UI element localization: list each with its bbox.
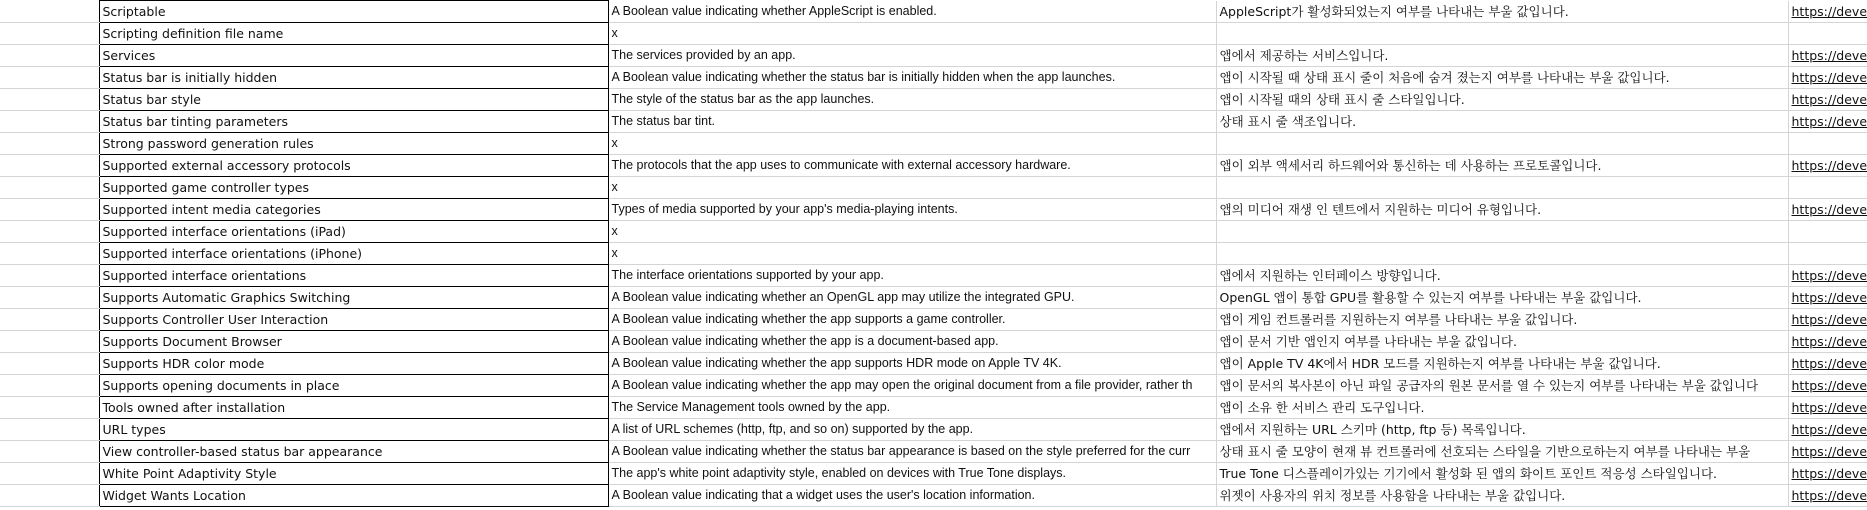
- description-cell[interactable]: The protocols that the app uses to communicate with external accessory hardware.: [608, 155, 1216, 177]
- korean-translation-cell[interactable]: 앱에서 지원하는 URL 스키마 (http, ftp 등) 목록입니다.: [1216, 419, 1788, 441]
- korean-translation-cell[interactable]: [1216, 243, 1788, 265]
- table-row: [0, 397, 1867, 419]
- table-row: [0, 133, 1867, 155]
- empty-cell[interactable]: [0, 353, 99, 375]
- setting-name-cell[interactable]: Supported interface orientations: [99, 265, 608, 287]
- empty-cell[interactable]: [0, 243, 99, 265]
- description-cell[interactable]: A Boolean value indicating that a widget uses the user's location information.: [608, 485, 1216, 507]
- description-cell[interactable]: A Boolean value indicating whether the app supports HDR mode on Apple TV 4K.: [608, 353, 1216, 375]
- documentation-link[interactable]: https://deve: [1788, 419, 1867, 441]
- documentation-link[interactable]: [1788, 133, 1867, 155]
- korean-translation-cell[interactable]: [1216, 133, 1788, 155]
- documentation-link[interactable]: https://deve: [1788, 45, 1867, 67]
- setting-name-cell[interactable]: Supports HDR color mode: [99, 353, 608, 375]
- table-row: [0, 1, 1867, 23]
- setting-name-cell[interactable]: Services: [99, 45, 608, 67]
- table-row: [0, 353, 1867, 375]
- table-row: [0, 375, 1867, 397]
- description-cell[interactable]: Types of media supported by your app's media-playing intents.: [608, 199, 1216, 221]
- setting-name-cell[interactable]: Supports Document Browser: [99, 331, 608, 353]
- documentation-link[interactable]: [1788, 23, 1867, 45]
- documentation-link[interactable]: [1788, 177, 1867, 199]
- documentation-link[interactable]: https://deve: [1788, 375, 1867, 397]
- korean-translation-cell[interactable]: 상태 표시 줄 색조입니다.: [1216, 111, 1788, 133]
- description-cell[interactable]: x: [608, 243, 1216, 265]
- table-row: [0, 309, 1867, 331]
- documentation-link[interactable]: https://deve: [1788, 397, 1867, 419]
- setting-name-cell[interactable]: Status bar is initially hidden: [99, 67, 608, 89]
- setting-name-cell[interactable]: Supported interface orientations (iPhone): [99, 243, 608, 265]
- documentation-link[interactable]: https://deve: [1788, 287, 1867, 309]
- documentation-link[interactable]: https://deve: [1788, 485, 1867, 507]
- korean-translation-cell[interactable]: 앱에서 지원하는 인터페이스 방향입니다.: [1216, 265, 1788, 287]
- korean-translation-cell[interactable]: AppleScript가 활성화되었는지 여부를 나타내는 부울 값입니다.: [1216, 1, 1788, 23]
- empty-cell[interactable]: [0, 485, 99, 507]
- korean-translation-cell[interactable]: [1216, 221, 1788, 243]
- korean-translation-cell[interactable]: 앱이 외부 액세서리 하드웨어와 통신하는 데 사용하는 프로토콜입니다.: [1216, 155, 1788, 177]
- empty-cell[interactable]: [0, 45, 99, 67]
- table-row: [0, 441, 1867, 463]
- table-row: [0, 67, 1867, 89]
- description-cell[interactable]: A Boolean value indicating whether the app is a document-based app.: [608, 331, 1216, 353]
- empty-cell[interactable]: [0, 397, 99, 419]
- empty-cell[interactable]: [0, 441, 99, 463]
- setting-name-cell[interactable]: Status bar style: [99, 89, 608, 111]
- description-cell[interactable]: A Boolean value indicating whether an OpenGL app may utilize the integrated GPU.: [608, 287, 1216, 309]
- setting-name-cell[interactable]: Supported external accessory protocols: [99, 155, 608, 177]
- description-cell[interactable]: The services provided by an app.: [608, 45, 1216, 67]
- documentation-link[interactable]: https://deve: [1788, 331, 1867, 353]
- korean-translation-cell[interactable]: 앱이 Apple TV 4K에서 HDR 모드를 지원하는지 여부를 나타내는 부울 값입니다.: [1216, 353, 1788, 375]
- table-row: [0, 331, 1867, 353]
- description-cell[interactable]: A Boolean value indicating whether the app may open the original document from a file provider, rather th: [608, 375, 1216, 397]
- documentation-link[interactable]: [1788, 221, 1867, 243]
- setting-name-cell[interactable]: White Point Adaptivity Style: [99, 463, 608, 485]
- korean-translation-cell[interactable]: [1216, 23, 1788, 45]
- table-row: [0, 45, 1867, 67]
- korean-translation-cell[interactable]: OpenGL 앱이 통합 GPU를 활용할 수 있는지 여부를 나타내는 부울 값입니다.: [1216, 287, 1788, 309]
- empty-cell[interactable]: [0, 111, 99, 133]
- setting-name-cell[interactable]: Supported interface orientations (iPad): [99, 221, 608, 243]
- description-cell[interactable]: A Boolean value indicating whether the status bar is initially hidden when the app launches.: [608, 67, 1216, 89]
- korean-translation-cell[interactable]: 위젯이 사용자의 위치 정보를 사용함을 나타내는 부울 값입니다.: [1216, 485, 1788, 507]
- empty-cell[interactable]: [0, 419, 99, 441]
- table-row: [0, 199, 1867, 221]
- empty-cell[interactable]: [0, 1, 99, 23]
- korean-translation-cell[interactable]: 앱이 문서의 복사본이 아닌 파일 공급자의 원본 문서를 열 수 있는지 여부를 나타내는 부울 값입니다: [1216, 375, 1788, 397]
- empty-cell[interactable]: [0, 89, 99, 111]
- empty-cell[interactable]: [0, 463, 99, 485]
- korean-translation-cell[interactable]: 앱이 시작될 때 상태 표시 줄이 처음에 숨겨 졌는지 여부를 나타내는 부울 값입니다.: [1216, 67, 1788, 89]
- setting-name-cell[interactable]: Supports opening documents in place: [99, 375, 608, 397]
- korean-translation-cell[interactable]: 앱이 문서 기반 앱인지 여부를 나타내는 부울 값입니다.: [1216, 331, 1788, 353]
- table-row: [0, 221, 1867, 243]
- setting-name-cell[interactable]: Widget Wants Location: [99, 485, 608, 507]
- table-row: [0, 485, 1867, 507]
- korean-translation-cell[interactable]: 앱에서 제공하는 서비스입니다.: [1216, 45, 1788, 67]
- empty-cell[interactable]: [0, 199, 99, 221]
- table-row: [0, 155, 1867, 177]
- korean-translation-cell[interactable]: 앱의 미디어 재생 인 텐트에서 지원하는 미디어 유형입니다.: [1216, 199, 1788, 221]
- setting-name-cell[interactable]: Tools owned after installation: [99, 397, 608, 419]
- documentation-link[interactable]: https://deve: [1788, 199, 1867, 221]
- description-cell[interactable]: The interface orientations supported by your app.: [608, 265, 1216, 287]
- table-row: [0, 265, 1867, 287]
- korean-translation-cell[interactable]: 상태 표시 줄 모양이 현재 뷰 컨트롤러에 선호되는 스타일을 기반으로하는지 여부를 나타내는 부울: [1216, 441, 1788, 463]
- description-cell[interactable]: The status bar tint.: [608, 111, 1216, 133]
- korean-translation-cell[interactable]: 앱이 시작될 때의 상태 표시 줄 스타일입니다.: [1216, 89, 1788, 111]
- empty-cell[interactable]: [0, 155, 99, 177]
- empty-cell[interactable]: [0, 23, 99, 45]
- table-row: [0, 89, 1867, 111]
- documentation-link[interactable]: https://deve: [1788, 463, 1867, 485]
- setting-name-cell[interactable]: Supported game controller types: [99, 177, 608, 199]
- description-cell[interactable]: x: [608, 133, 1216, 155]
- table-row: [0, 419, 1867, 441]
- setting-name-cell[interactable]: Status bar tinting parameters: [99, 111, 608, 133]
- description-cell[interactable]: x: [608, 177, 1216, 199]
- setting-name-cell[interactable]: Supported intent media categories: [99, 199, 608, 221]
- setting-name-cell[interactable]: Strong password generation rules: [99, 133, 608, 155]
- table-row: [0, 463, 1867, 485]
- documentation-link[interactable]: https://deve: [1788, 353, 1867, 375]
- empty-cell[interactable]: [0, 221, 99, 243]
- documentation-link[interactable]: https://deve: [1788, 67, 1867, 89]
- table-row: [0, 177, 1867, 199]
- documentation-link[interactable]: https://deve: [1788, 111, 1867, 133]
- table-row: [0, 111, 1867, 133]
- description-cell[interactable]: A Boolean value indicating whether the status bar appearance is based on the style preferred for the curr: [608, 441, 1216, 463]
- setting-name-cell[interactable]: URL types: [99, 419, 608, 441]
- empty-cell[interactable]: [0, 287, 99, 309]
- documentation-link[interactable]: https://deve: [1788, 89, 1867, 111]
- korean-translation-cell[interactable]: [1216, 177, 1788, 199]
- empty-cell[interactable]: [0, 375, 99, 397]
- description-cell[interactable]: The Service Management tools owned by the app.: [608, 397, 1216, 419]
- description-cell[interactable]: A Boolean value indicating whether AppleScript is enabled.: [608, 1, 1216, 23]
- setting-name-cell[interactable]: Supports Controller User Interaction: [99, 309, 608, 331]
- setting-name-cell[interactable]: Supports Automatic Graphics Switching: [99, 287, 608, 309]
- empty-cell[interactable]: [0, 67, 99, 89]
- description-cell[interactable]: x: [608, 23, 1216, 45]
- empty-cell[interactable]: [0, 309, 99, 331]
- table-row: [0, 287, 1867, 309]
- description-cell[interactable]: A list of URL schemes (http, ftp, and so on) supported by the app.: [608, 419, 1216, 441]
- setting-name-cell[interactable]: Scripting definition file name: [99, 23, 608, 45]
- setting-name-cell[interactable]: View controller-based status bar appearance: [99, 441, 608, 463]
- table-body: [0, 1, 1867, 507]
- korean-translation-cell[interactable]: 앱이 소유 한 서비스 관리 도구입니다.: [1216, 397, 1788, 419]
- empty-cell[interactable]: [0, 177, 99, 199]
- empty-cell[interactable]: [0, 331, 99, 353]
- documentation-link[interactable]: https://deve: [1788, 1, 1867, 23]
- table-row: [0, 23, 1867, 45]
- documentation-link[interactable]: https://deve: [1788, 441, 1867, 463]
- documentation-link[interactable]: https://deve: [1788, 265, 1867, 287]
- korean-translation-cell[interactable]: True Tone 디스플레이가있는 기기에서 활성화 된 앱의 화이트 포인트 적응성 스타일입니다.: [1216, 463, 1788, 485]
- documentation-link[interactable]: [1788, 243, 1867, 265]
- documentation-link[interactable]: https://deve: [1788, 155, 1867, 177]
- setting-name-cell[interactable]: Scriptable: [99, 1, 608, 23]
- korean-translation-cell[interactable]: 앱이 게임 컨트롤러를 지원하는지 여부를 나타내는 부울 값입니다.: [1216, 309, 1788, 331]
- empty-cell[interactable]: [0, 265, 99, 287]
- documentation-link[interactable]: https://deve: [1788, 309, 1867, 331]
- empty-cell[interactable]: [0, 133, 99, 155]
- description-cell[interactable]: The app's white point adaptivity style, enabled on devices with True Tone displays.: [608, 463, 1216, 485]
- description-cell[interactable]: The style of the status bar as the app launches.: [608, 89, 1216, 111]
- description-cell[interactable]: x: [608, 221, 1216, 243]
- table-row: [0, 243, 1867, 265]
- description-cell[interactable]: A Boolean value indicating whether the app supports a game controller.: [608, 309, 1216, 331]
